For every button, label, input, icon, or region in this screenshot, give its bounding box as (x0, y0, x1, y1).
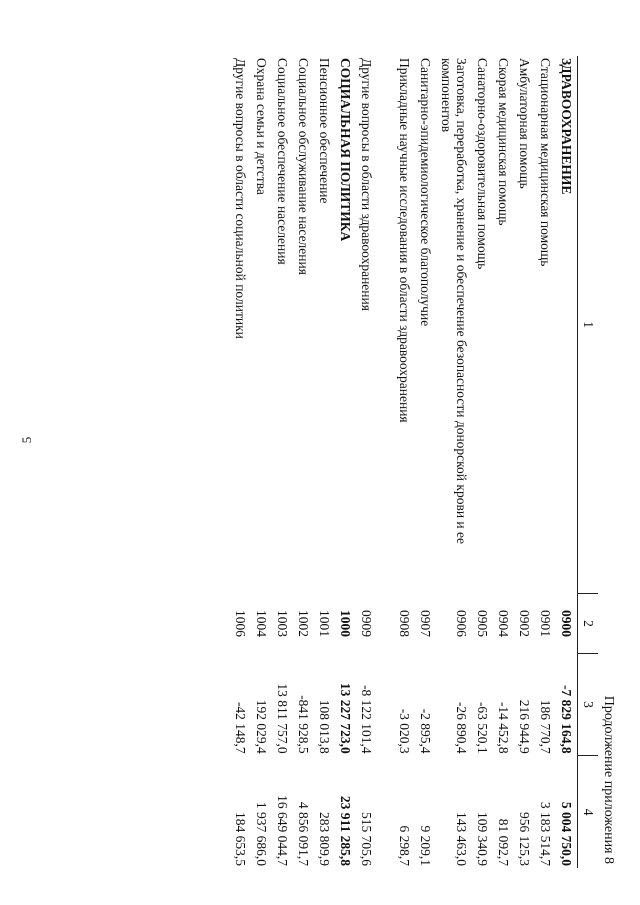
row-value-col4: 16 649 044,7 (275, 795, 290, 866)
table-row (272, 56, 293, 868)
table-row (251, 56, 272, 868)
row-name: Санитарно-эпидемиологическое благополучие (418, 58, 433, 327)
row-value-col3: -841 928,5 (296, 695, 311, 754)
row-value-col4: 6 298,7 (397, 825, 412, 866)
row-value-col4: 956 125,3 (517, 812, 532, 866)
row-value-col3: 216 944,9 (517, 699, 532, 754)
budget-table (230, 56, 598, 868)
row-name: Социальное обеспечение населения (275, 58, 290, 265)
row-code: 0906 (454, 610, 469, 637)
row-value-col4: 81 092,7 (496, 818, 511, 866)
row-value-col4: 109 340,9 (475, 812, 490, 866)
row-value-col4: 143 463,0 (454, 812, 469, 866)
row-code: 0904 (496, 610, 511, 637)
table-row (556, 56, 578, 868)
table-row (514, 56, 535, 868)
table-row (394, 56, 415, 868)
row-name: Заготовка, переработка, хранение и обеспечение безопасности донорской крови и ее компонентов (439, 58, 469, 545)
row-value-col4: 4 856 091,7 (296, 801, 311, 866)
table-row (314, 56, 335, 868)
row-name: Другие вопросы в области здравоохранения (359, 58, 374, 311)
row-value-col3: -26 890,4 (454, 701, 469, 754)
row-name: Социальное обслуживание населения (296, 58, 311, 275)
row-name: Охрана семьи и детства (254, 58, 269, 195)
row-value-col4: 515 705,6 (359, 812, 374, 866)
row-code: 0908 (397, 610, 412, 637)
row-name: Другие вопросы в области социальной политики (233, 58, 248, 339)
row-code: 0905 (475, 610, 490, 637)
table-row (230, 56, 251, 868)
row-code: 1000 (338, 610, 353, 637)
row-code: 0902 (517, 610, 532, 637)
caption: Продолжение приложения 8 (601, 695, 616, 864)
rotated-page (96, 52, 616, 872)
row-code: 1001 (317, 610, 332, 637)
col-header-4: 4 (578, 756, 599, 868)
row-value-col3: 13 811 757,0 (275, 683, 290, 754)
row-name: Амбулаторная помощь (517, 58, 532, 189)
col-header-1: 1 (578, 56, 599, 594)
row-code: 1004 (254, 610, 269, 637)
row-value-col3: -14 452,8 (496, 701, 511, 754)
row-value-col4: 1 937 686,0 (254, 801, 269, 866)
row-code: 0901 (538, 610, 553, 637)
row-value-col4: 3 183 514,7 (538, 801, 553, 866)
table-row (436, 56, 472, 868)
row-value-col4: 23 911 285,8 (338, 795, 353, 866)
table-row (415, 56, 436, 868)
row-name: СОЦИАЛЬНАЯ ПОЛИТИКА (338, 58, 353, 242)
row-value-col4: 9 209,1 (418, 825, 433, 866)
col-header-3: 3 (578, 653, 599, 756)
row-name: Скорая медицинская помощь (496, 58, 511, 226)
row-name: Прикладные научные исследования в области здравоохранения (397, 58, 412, 423)
row-value-col4: 5 004 750,0 (559, 801, 574, 866)
row-code: 0900 (559, 610, 574, 637)
row-name: Стационарная медицинская помощь (538, 58, 553, 267)
row-value-col3: -63 520,1 (475, 701, 490, 754)
row-name: ЗДРАВООХРАНЕНИЕ (559, 58, 574, 195)
row-value-col4: 283 809,9 (317, 812, 332, 866)
table-row (493, 56, 514, 868)
row-value-col4: 184 653,5 (233, 812, 248, 866)
row-value-col3: -7 829 164,8 (559, 685, 574, 754)
col-header-2: 2 (578, 594, 599, 653)
row-value-col3: 13 227 723,0 (338, 682, 353, 754)
row-value-col3: 186 770,7 (538, 699, 553, 754)
header-row (578, 56, 599, 868)
table-row (535, 56, 556, 868)
table-row (472, 56, 493, 868)
row-value-col3: 108 013,8 (317, 699, 332, 754)
table-row (335, 56, 356, 868)
row-value-col3: -2 895,4 (418, 708, 433, 754)
page-number: 5 (19, 436, 34, 444)
row-value-col3: -42 148,7 (233, 701, 248, 754)
row-name: Санаторно-оздоровительная помощь (475, 58, 490, 270)
row-code: 1003 (275, 610, 290, 637)
row-value-col3: 192 029,4 (254, 699, 269, 754)
row-code: 1002 (296, 610, 311, 637)
row-name: Пенсионное обеспечение (317, 58, 332, 204)
table-row (356, 56, 394, 868)
row-code: 0907 (418, 610, 433, 637)
row-value-col3: -3 020,3 (397, 708, 412, 754)
table-row (293, 56, 314, 868)
row-code: 0909 (359, 610, 374, 637)
row-code: 1006 (233, 610, 248, 637)
row-value-col3: -8 122 101,4 (359, 685, 374, 754)
